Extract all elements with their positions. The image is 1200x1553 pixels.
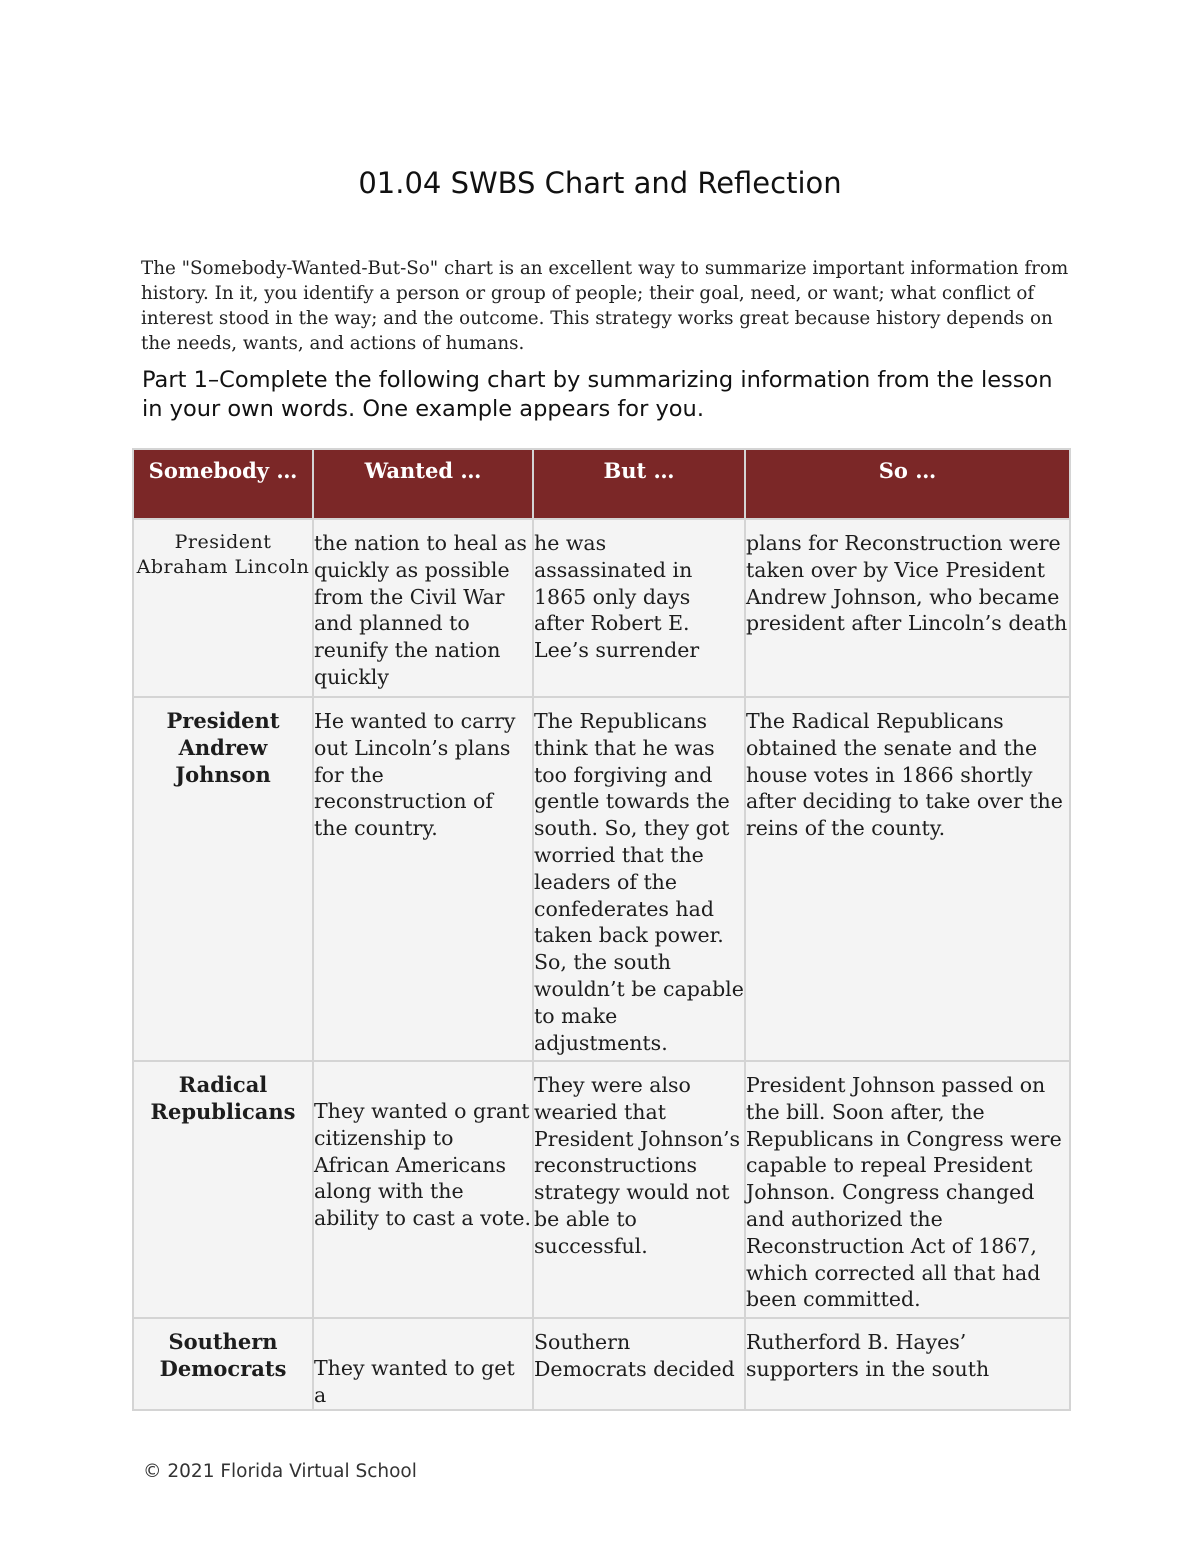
somebody-cell: President Abraham Lincoln — [133, 519, 313, 697]
wanted-cell: the nation to heal as quickly as possible from the Civil War and planned to reunify the nation quickly — [313, 519, 533, 697]
intro-paragraph: The "Somebody-Wanted-But-So" chart is an excellent way to summarize important information from history. In it, you identify a person or group of people; their goal, need, or want; what conflict of interest stood in the way; and the outcome. This strategy works great because history depends on the needs, wants, and actions of humans. — [141, 258, 1069, 354]
wanted-cell: They wanted to get a — [313, 1318, 533, 1410]
table-row — [133, 697, 1070, 1061]
table-row — [133, 519, 1070, 697]
copyright-footer: © 2021 Florida Virtual School — [143, 1461, 417, 1482]
but-cell: They were also wearied that President Johnson’s reconstructions strategy would not be able to successful. — [533, 1061, 745, 1318]
somebody-cell: Radical Republicans — [133, 1061, 313, 1318]
so-cell: plans for Reconstruction were taken over by Vice President Andrew Johnson, who became president after Lincoln’s death — [745, 519, 1070, 697]
so-cell: The Radical Republicans obtained the senate and the house votes in 1866 shortly after deciding to take over the reins of the county. — [745, 697, 1070, 1061]
somebody-cell: Southern Democrats — [133, 1318, 313, 1410]
header-but: But … — [533, 449, 745, 519]
but-cell: Southern Democrats decided — [533, 1318, 745, 1410]
but-cell: The Republicans think that he was too forgiving and gentle towards the south. So, they got worried that the leaders of the confederates had taken back power. So, the south wouldn’t be capable to make adjustments. — [533, 697, 745, 1061]
document-title: 01.04 SWBS Chart and Reflection — [358, 166, 842, 200]
header-somebody: Somebody … — [133, 449, 313, 519]
so-cell: President Johnson passed on the bill. Soon after, the Republicans in Congress were capable to repeal President Johnson. Congress changed and authorized the Reconstruction Act of 1867, which corrected all that had been committed. — [745, 1061, 1070, 1318]
wanted-cell: He wanted to carry out Lincoln’s plans for the reconstruction of the country. — [313, 697, 533, 1061]
part1-heading: Part 1–Complete the following chart by summarizing information from the lesson in your own words. One example appears for you. — [142, 367, 1053, 422]
table-row — [133, 1318, 1070, 1410]
table-row — [133, 1061, 1070, 1318]
so-cell: Rutherford B. Hayes’ supporters in the south — [745, 1318, 1070, 1410]
header-so: So … — [745, 449, 1070, 519]
swbs-chart-table — [132, 448, 1071, 1411]
header-wanted: Wanted … — [313, 449, 533, 519]
but-cell: he was assassinated in 1865 only days after Robert E. Lee’s surrender — [533, 519, 745, 697]
somebody-cell: President Andrew Johnson — [133, 697, 313, 1061]
wanted-cell: They wanted o grant citizenship to African Americans along with the ability to cast a vote. — [313, 1061, 533, 1318]
table-header-row — [133, 449, 1070, 519]
